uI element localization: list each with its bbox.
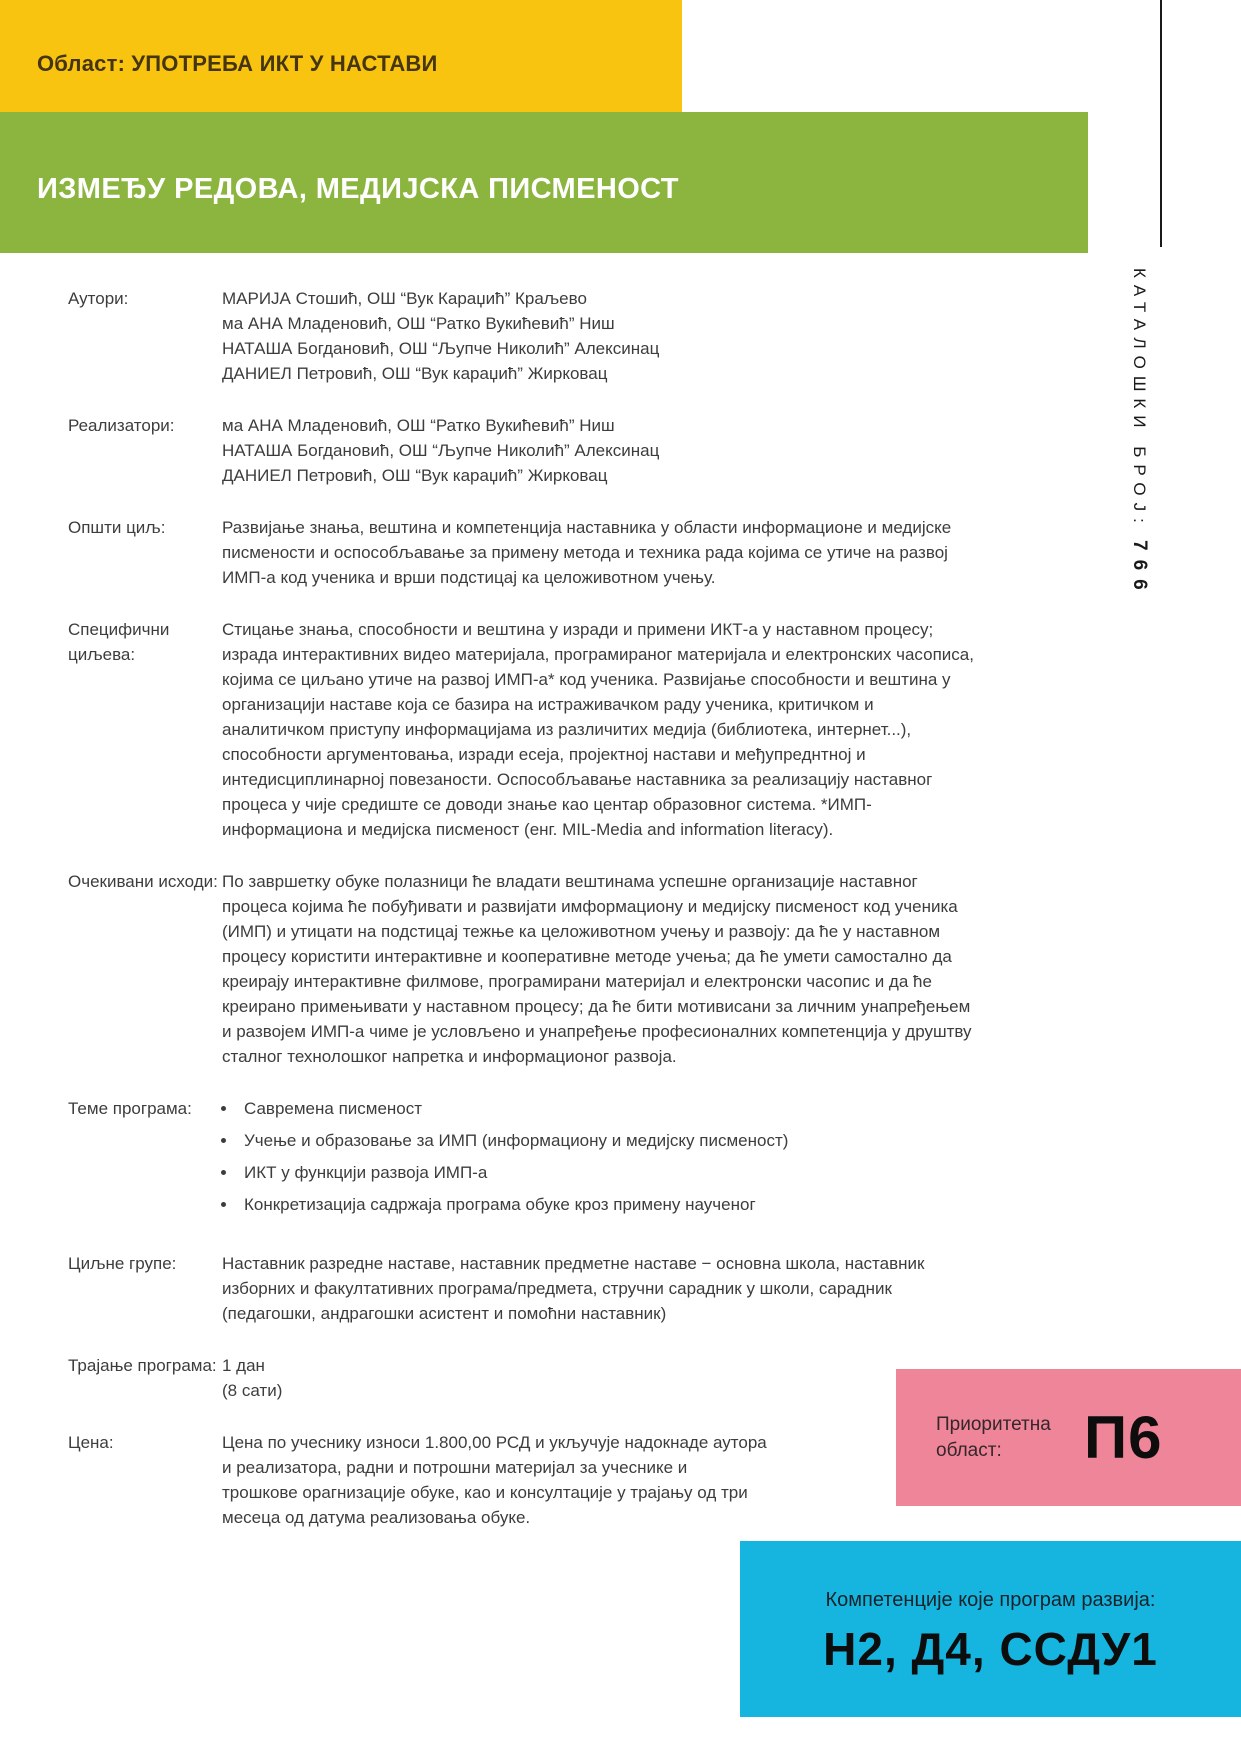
duration-days: 1 дан: [222, 1356, 265, 1375]
section-target-groups: [68, 1251, 980, 1326]
author-line: НАТАША Богдановић, ОШ “Љупче Николић” Алексинац: [222, 339, 660, 358]
specific-goals-label: Специфични циљева:: [68, 620, 170, 664]
author-line: МАРИЈА Стошић, ОШ “Вук Караџић” Краљево: [222, 289, 587, 308]
catalog-number-value: 766: [1129, 539, 1150, 599]
realizer-line: ДАНИЕЛ Петровић, ОШ “Вук караџић” Жирковац: [222, 466, 608, 485]
general-goal-value: [222, 515, 980, 590]
topic-item: • Савремена писменост: [238, 1096, 980, 1121]
priority-area-box: [896, 1369, 1241, 1506]
target-groups-value: [222, 1251, 980, 1326]
topics-label: Теме програма:: [68, 1099, 192, 1118]
general-goal-label: Општи циљ:: [68, 518, 166, 537]
topic-item: • Учење и образовање за ИМП (информациону и медијску писменост): [238, 1128, 980, 1153]
priority-area-value: П6: [1084, 1404, 1163, 1471]
catalog-number-sidebar: [1128, 268, 1150, 788]
specific-goals-value: [222, 617, 980, 842]
duration-value: [222, 1353, 980, 1403]
author-line: ДАНИЕЛ Петровић, ОШ “Вук караџић” Жирковац: [222, 364, 608, 383]
outcomes-text: По завршетку обуке полазници ће владати вештинама успешне организације наставног процеса којима ће побуђивати и развијати имформациону и медијску писменост код ученика (ИМП) и утицати на подстицај тежње ка целоживотном учењу и развоју: да ће у наставном процесу користити интерактивне и кооперативне методе учења; да ће умети самостално да креирају интерактивне филмове, програмирани материјал и електронски часопис и да ће креирано примењивати у наставном процесу; да ће бити мотивисани за личним унапређењем и развојем ИМП-а чиме је условљено и унапређење професионалних компетенција у друштву сталног технолошког напретка и информационог развоја.: [222, 872, 972, 1066]
competencies-label: Компетенције које програм развија:: [825, 1588, 1156, 1611]
section-duration: [68, 1353, 980, 1403]
specific-goals-text: Стицање знања, способности и вештина у изради и примени ИКТ-а у наставном процесу; израда интерактивних видео материјала, програмираног материјала и електронских часописа, којима се циљано утиче на развој ИМП-а* код ученика. Развијање способности и вештина у организацији наставе која се базира на истраживачком раду ученика, критичком и аналитичком приступу информацијама из различитих медија (библиотека, интернет...), способности аргументовања, изради есеја, пројектној настави и међупреднтној и интедисциплинарној повезаности. Оспособљавање наставника за реализацију наставног процеса у чије средиште се доводи знање као центар образовног система. *ИМП-информациона и медијска писменост (енг. MIL-Media and information literacy).: [222, 620, 974, 839]
section-realizers: [68, 413, 980, 488]
duration-hours: (8 сати): [222, 1381, 283, 1400]
realizers-value: [222, 413, 980, 488]
topics-value: [222, 1096, 980, 1224]
authors-value: [222, 286, 980, 386]
price-text: Цена по учеснику износи 1.800,00 РСД и укључује надокнаде аутора и реализатора, радни и потрошни материјал за учеснике и трошкове орагнизације обуке, као и консултације у трајању од три месеца од датума реализовања обуке.: [222, 1433, 767, 1527]
competencies-box: [740, 1541, 1241, 1717]
section-authors: [68, 286, 980, 386]
price-label: Цена:: [68, 1433, 114, 1452]
competencies-value: Н2, Д4, ССДУ1: [823, 1622, 1158, 1675]
realizers-label: Реализатори:: [68, 416, 175, 435]
topic-item: • Конкретизација садржаја програма обуке кроз примену наученог: [238, 1192, 980, 1217]
general-goal-text: Развијање знања, вештина и компетенција наставника у области информационе и медијске писмености и оспособљавање за примену метода и техника рада којима се утиче на развој ИМП-а код ученика и врши подстицај ка целоживотном учењу.: [222, 518, 952, 587]
price-value: [222, 1430, 980, 1530]
section-topics: [68, 1096, 980, 1224]
catalog-number-label: КАТАЛОШКИ БРОЈ:: [1130, 268, 1149, 530]
target-groups-text: Наставник разредне наставе, наставник предметне наставе − основна школа, наставник изборних и факултативних програма/предмета, стручни сарадник у школи, сарадник (педагошки, андрагошки асистент и помоћни наставник): [222, 1254, 925, 1323]
section-specific-goals: [68, 617, 980, 842]
topics-list: [222, 1096, 980, 1217]
realizer-line: ма АНА Младеновић, ОШ “Ратко Вукићевић” Ниш: [222, 416, 615, 435]
duration-label: Трајање програма:: [68, 1356, 217, 1375]
outcomes-label: Очекивани исходи:: [68, 872, 218, 891]
area-band: [0, 0, 682, 112]
title-band: [0, 112, 1088, 253]
topic-item: • ИКТ у функцији развоја ИМП-а: [238, 1160, 980, 1185]
section-outcomes: [68, 869, 980, 1069]
author-line: ма АНА Младеновић, ОШ “Ратко Вукићевић” Ниш: [222, 314, 615, 333]
sidebar-divider-line: [1160, 0, 1162, 247]
target-groups-label: Циљне групе:: [68, 1254, 177, 1273]
section-general-goal: [68, 515, 980, 590]
realizer-line: НАТАША Богдановић, ОШ “Љупче Николић” Алексинац: [222, 441, 660, 460]
program-details: [68, 286, 980, 1557]
section-price: [68, 1430, 980, 1530]
outcomes-value: [222, 869, 980, 1069]
priority-area-label: Приоритетна област:: [936, 1413, 1051, 1461]
area-label: Област: УПОТРЕБА ИКТ У НАСТАВИ: [37, 51, 438, 76]
page-title: ИЗМЕЂУ РЕДОВА, МЕДИЈСКА ПИСМЕНОСТ: [37, 173, 679, 205]
authors-label: Аутори:: [68, 289, 129, 308]
